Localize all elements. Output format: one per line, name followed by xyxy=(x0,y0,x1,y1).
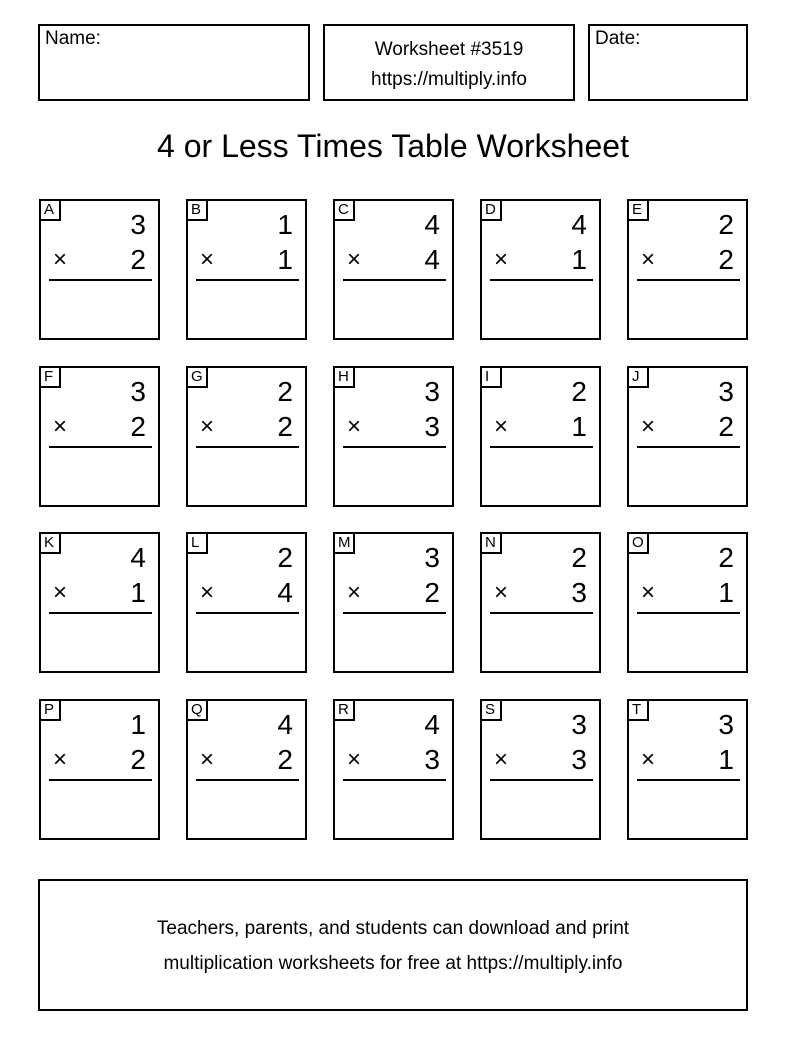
multiplier: 1 xyxy=(718,577,734,608)
problem-letter: S xyxy=(480,699,502,721)
answer-line xyxy=(49,446,152,448)
problem-letter: I xyxy=(480,366,502,388)
multiplier: 3 xyxy=(424,744,440,775)
multiplicand: 2 xyxy=(277,376,293,407)
problem-h xyxy=(333,366,454,507)
multiplier: 3 xyxy=(424,411,440,442)
multiply-sign: × xyxy=(641,246,656,273)
problem-p xyxy=(39,699,160,840)
multiply-sign: × xyxy=(200,413,215,440)
multiplicand: 4 xyxy=(424,709,440,740)
problem-a xyxy=(39,199,160,340)
multiply-sign: × xyxy=(53,579,68,606)
multiplier: 2 xyxy=(718,244,734,275)
multiplicand: 2 xyxy=(571,542,587,573)
answer-line xyxy=(49,779,152,781)
multiplier: 2 xyxy=(424,577,440,608)
problem-letter: L xyxy=(186,532,208,554)
page-title: 4 or Less Times Table Worksheet xyxy=(157,128,629,164)
answer-line xyxy=(196,446,299,448)
answer-line xyxy=(637,446,740,448)
multiplicand: 4 xyxy=(424,209,440,240)
multiplier: 4 xyxy=(277,577,293,608)
answer-line xyxy=(49,612,152,614)
multiplier: 1 xyxy=(130,577,146,608)
answer-line xyxy=(637,612,740,614)
footer-line-1: Teachers, parents, and students can download and print xyxy=(156,918,630,939)
multiply-sign: × xyxy=(200,579,215,606)
multiplier: 1 xyxy=(571,411,587,442)
multiplier: 2 xyxy=(130,411,146,442)
multiplicand: 2 xyxy=(718,542,734,573)
multiplier: 1 xyxy=(277,244,293,275)
multiply-sign: × xyxy=(494,579,509,606)
problem-s xyxy=(480,699,601,840)
problem-b xyxy=(186,199,307,340)
problem-letter: Q xyxy=(186,699,208,721)
multiplicand: 1 xyxy=(130,709,146,740)
problem-letter: B xyxy=(186,199,208,221)
problem-d xyxy=(480,199,601,340)
worksheet-number: Worksheet #3519 xyxy=(374,39,524,60)
problem-letter: G xyxy=(186,366,208,388)
multiplicand: 3 xyxy=(130,376,146,407)
answer-line xyxy=(490,446,593,448)
problem-letter: P xyxy=(39,699,61,721)
multiply-sign: × xyxy=(347,246,362,273)
worksheet-info-box xyxy=(323,24,575,101)
multiplicand: 3 xyxy=(718,376,734,407)
multiply-sign: × xyxy=(347,579,362,606)
multiplier: 2 xyxy=(718,411,734,442)
problem-r xyxy=(333,699,454,840)
answer-line xyxy=(490,279,593,281)
problem-l xyxy=(186,532,307,673)
multiplier: 1 xyxy=(571,244,587,275)
multiply-sign: × xyxy=(347,746,362,773)
problem-letter: T xyxy=(627,699,649,721)
multiplier: 4 xyxy=(424,244,440,275)
date-field[interactable] xyxy=(588,24,748,101)
problem-letter: J xyxy=(627,366,649,388)
answer-line xyxy=(637,779,740,781)
multiplicand: 4 xyxy=(130,542,146,573)
multiplicand: 4 xyxy=(571,209,587,240)
problem-k xyxy=(39,532,160,673)
answer-line xyxy=(49,279,152,281)
problem-letter: F xyxy=(39,366,61,388)
multiplicand: 3 xyxy=(424,376,440,407)
multiplier: 3 xyxy=(571,577,587,608)
multiply-sign: × xyxy=(347,413,362,440)
footer-box xyxy=(38,879,748,1011)
multiplicand: 4 xyxy=(277,709,293,740)
date-label: Date: xyxy=(595,28,641,49)
problem-e xyxy=(627,199,748,340)
answer-line xyxy=(490,612,593,614)
problem-letter: A xyxy=(39,199,61,221)
problem-n xyxy=(480,532,601,673)
name-label: Name: xyxy=(45,28,101,49)
footer-line-2: multiplication worksheets for free at https://multiply.info xyxy=(163,953,623,974)
multiply-sign: × xyxy=(53,413,68,440)
answer-line xyxy=(490,779,593,781)
multiplier: 2 xyxy=(277,744,293,775)
multiplier: 3 xyxy=(571,744,587,775)
multiply-sign: × xyxy=(53,246,68,273)
multiplier: 1 xyxy=(718,744,734,775)
multiplicand: 3 xyxy=(424,542,440,573)
multiplier: 2 xyxy=(130,744,146,775)
problem-f xyxy=(39,366,160,507)
problem-c xyxy=(333,199,454,340)
multiply-sign: × xyxy=(641,579,656,606)
problem-letter: C xyxy=(333,199,355,221)
multiply-sign: × xyxy=(641,746,656,773)
multiplicand: 3 xyxy=(718,709,734,740)
multiplier: 2 xyxy=(130,244,146,275)
problem-o xyxy=(627,532,748,673)
multiplicand: 3 xyxy=(130,209,146,240)
multiplicand: 2 xyxy=(277,542,293,573)
answer-line xyxy=(637,279,740,281)
problem-letter: O xyxy=(627,532,649,554)
name-field[interactable] xyxy=(38,24,310,101)
problem-letter: D xyxy=(480,199,502,221)
multiply-sign: × xyxy=(494,413,509,440)
worksheet-url: https://multiply.info xyxy=(371,69,527,90)
multiplicand: 3 xyxy=(571,709,587,740)
problem-letter: M xyxy=(333,532,355,554)
multiplier: 2 xyxy=(277,411,293,442)
answer-line xyxy=(343,779,446,781)
multiply-sign: × xyxy=(200,746,215,773)
problem-letter: H xyxy=(333,366,355,388)
answer-line xyxy=(196,612,299,614)
answer-line xyxy=(343,279,446,281)
problem-t xyxy=(627,699,748,840)
multiply-sign: × xyxy=(494,246,509,273)
multiplicand: 2 xyxy=(571,376,587,407)
answer-line xyxy=(343,446,446,448)
multiply-sign: × xyxy=(494,746,509,773)
answer-line xyxy=(343,612,446,614)
problem-letter: E xyxy=(627,199,649,221)
multiplicand: 2 xyxy=(718,209,734,240)
multiply-sign: × xyxy=(641,413,656,440)
answer-line xyxy=(196,279,299,281)
multiplicand: 1 xyxy=(277,209,293,240)
problem-letter: K xyxy=(39,532,61,554)
problem-i xyxy=(480,366,601,507)
multiply-sign: × xyxy=(53,746,68,773)
problem-j xyxy=(627,366,748,507)
problem-m xyxy=(333,532,454,673)
problem-q xyxy=(186,699,307,840)
problem-letter: N xyxy=(480,532,502,554)
multiply-sign: × xyxy=(200,246,215,273)
problem-g xyxy=(186,366,307,507)
problem-letter: R xyxy=(333,699,355,721)
answer-line xyxy=(196,779,299,781)
